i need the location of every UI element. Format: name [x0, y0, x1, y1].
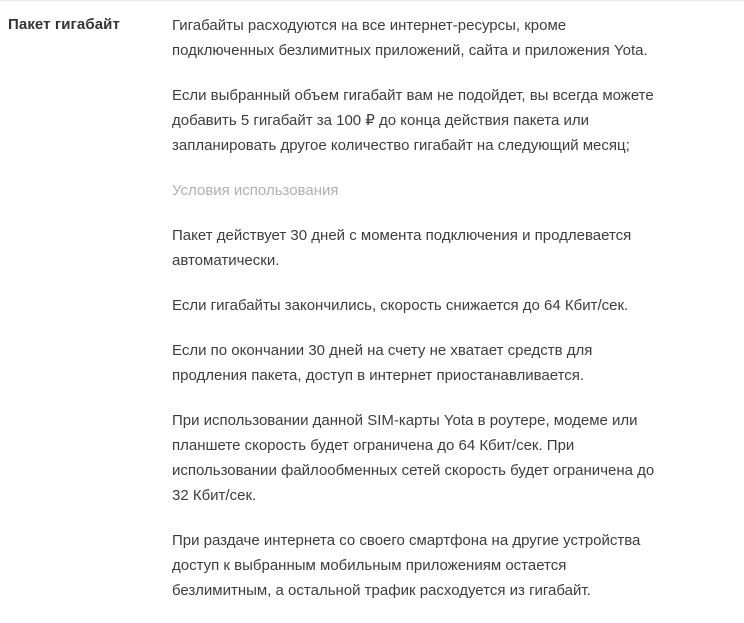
paragraph-add-gigabytes: Если выбранный объем гигабайт вам не подойдет, вы всегда можете добавить 5 гигабайт за 100 ₽ до конца действия пакета или запланировать другое количество гигабайт на следующий месяц; [172, 87, 654, 154]
paragraph-usage-terms-heading: Условия использования [172, 182, 339, 199]
paragraph-package-duration: Пакет действует 30 дней с момента подключения и продлевается автоматически. [172, 227, 632, 269]
term-column [0, 12, 172, 37]
paragraph-tethering: При раздаче интернета со своего смартфона на другие устройства доступ к выбранным мобильным приложениям остается безлимитным, а остальной трафик расходуется из гигабайт. [172, 532, 641, 599]
paragraph-sim-in-router: При использовании данной SIM-карты Yota в роутере, модеме или планшете скорость будет ограничена до 64 Кбит/сек. При использовании файлообменных сетей скорость будет ограничена до 32 Кбит/сек. [172, 412, 655, 504]
paragraph-speed-after-limit: Если гигабайты закончились, скорость снижается до 64 Кбит/сек. [172, 297, 629, 314]
paragraph-gigabytes-usage: Гигабайты расходуются на все интернет-ресурсы, кроме подключенных безлимитных приложений, сайта и приложения Yota. [172, 17, 648, 59]
paragraph-insufficient-funds: Если по окончании 30 дней на счету не хватает средств для продления пакета, доступ в интернет приостанавливается. [172, 342, 593, 384]
description-column [172, 12, 664, 623]
term-title: Пакет гигабайт [8, 16, 120, 33]
